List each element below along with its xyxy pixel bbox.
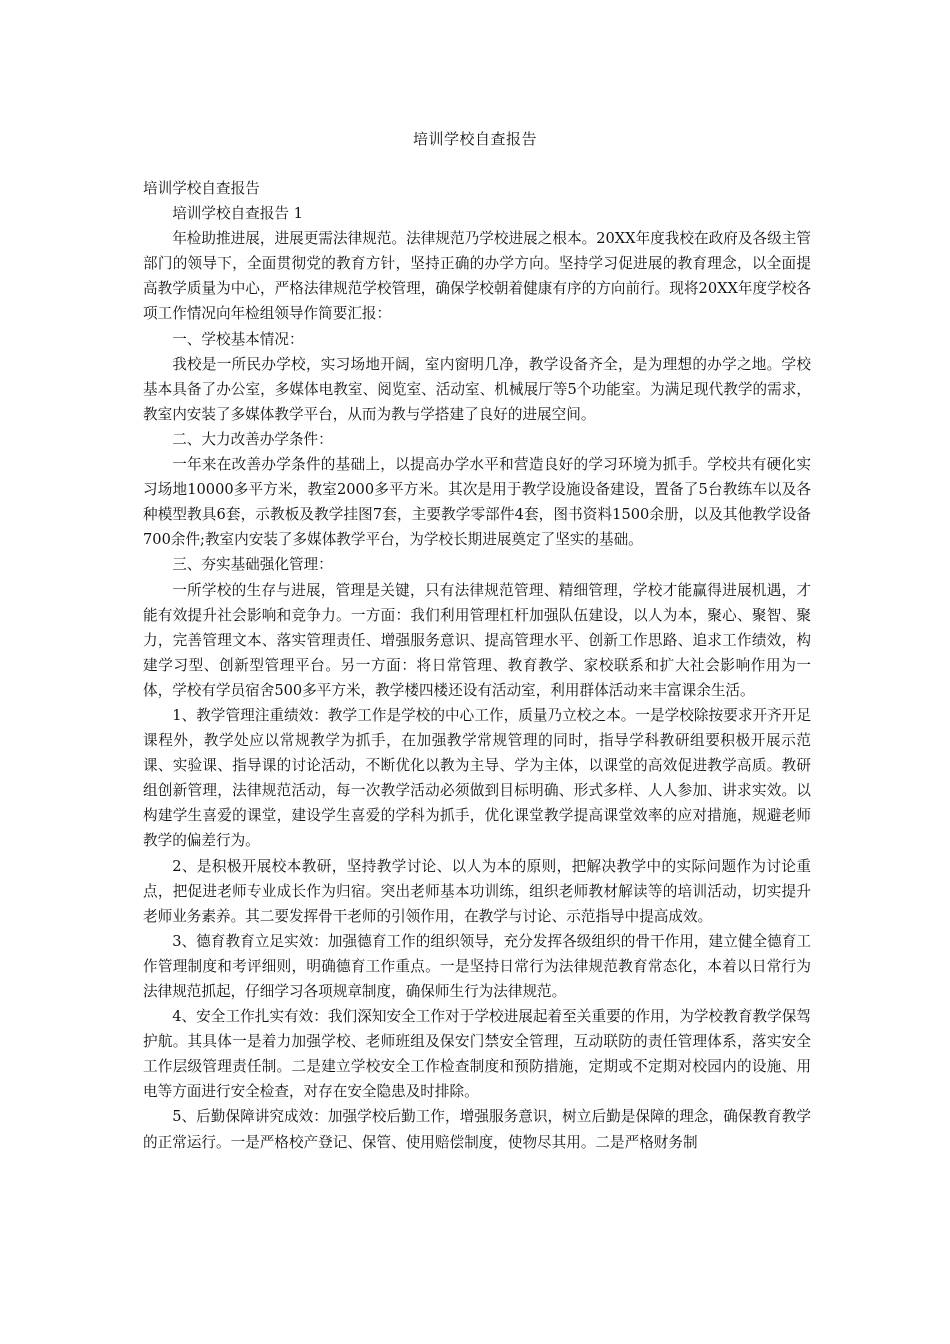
paragraph-item-5: 5、后勤保障讲究成效：加强学校后勤工作，增强服务意识，树立后勤是保障的理念，确保教育教学的正常运行。一是严格校产登记、保管、使用赔偿制度，使物尽其用。二是严格财务制	[143, 1108, 811, 1151]
section-heading-3: 三、夯实基础强化管理：	[172, 556, 333, 574]
document-subheading: 培训学校自查报告 1	[172, 205, 303, 223]
paragraph-item-2: 2、是积极开展校本教研，坚持教学讨论、以人为本的原则，把解决教学中的实际问题作为讨论重点，把促进老师专业成长作为归宿。突出老师基本功训练，组织老师教材解读等的培训活动，切实提升老师业务素养。其二要发挥骨干老师的引领作用，在教学与讨论、示范指导中提高成效。	[143, 857, 811, 925]
document-body	[143, 176, 811, 1155]
paragraph-conditions: 一年来在改善办学条件的基础上，以提高办学水平和营造良好的学习环境为抓手。学校共有硬化实习场地10000多平方米，教室2000多平方米。其次是用于教学设施设备建设，置备了5台教练车以及各种模型教具6套，示教板及教学挂图7套，主要教学零部件4套，图书资料1500余册，以及其他教学设备700余件;教室内安装了多媒体教学平台，为学校长期进展奠定了坚实的基础。	[143, 456, 811, 549]
document-heading: 培训学校自查报告	[143, 180, 260, 197]
document-title: 培训学校自查报告	[412, 130, 537, 148]
section-heading-1: 一、学校基本情况：	[172, 330, 304, 348]
section-heading-2: 二、大力改善办学条件：	[172, 430, 333, 448]
paragraph-item-3: 3、德育教育立足实效：加强德育工作的组织领导，充分发挥各级组织的骨干作用，建立健全德育工作管理制度和考评细则，明确德育工作重点。一是坚持日常行为法律规范教育常态化，本着以日常行为法律规范抓起，仔细学习各项规章制度，确保师生行为法律规范。	[143, 932, 811, 1000]
paragraph-basic-info: 我校是一所民办学校，实习场地开阔，室内窗明几净，教学设备齐全，是为理想的办学之地。学校基本具备了办公室，多媒体电教室、阅览室、活动室、机械展厅等5个功能室。为满足现代教学的需求，教室内安装了多媒体教学平台，从而为教与学搭建了良好的进展空间。	[143, 355, 811, 423]
paragraph-item-4: 4、安全工作扎实有效：我们深知安全工作对于学校进展起着至关重要的作用，为学校教育教学保驾护航。其具体一是着力加强学校、老师班组及保安门禁安全管理，互动联防的责任管理体系，落实安全工作层级管理责任制。二是建立学校安全工作检查制度和预防措施，定期或不定期对校园内的设施、用电等方面进行安全检查，对存在安全隐患及时排除。	[143, 1008, 811, 1101]
paragraph-intro: 年检助推进展，进展更需法律规范。法律规范乃学校进展之根本。20XX年度我校在政府及各级主管部门的领导下，全面贯彻党的教育方针，坚持正确的办学方向。坚持学习促进展的教育理念，以全面提高教学质量为中心，严格法律规范学校管理，确保学校朝着健康有序的方向前行。现将20XX年度学校各项工作情况向年检组领导作简要汇报：	[143, 230, 811, 323]
paragraph-item-1: 1、教学管理注重绩效：教学工作是学校的中心工作，质量乃立校之本。一是学校除按要求开齐开足课程外，教学处应以常规教学为抓手，在加强教学常规管理的同时，指导学科教研组要积极开展示范课、实验课、指导课的讨论活动，不断优化以教为主导、学为主体，以课堂的高效促进教学高质。教研组创新管理，法律规范活动，每一次教学活动必须做到目标明确、形式多样、人人参加、讲求实效。以构建学生喜爱的课堂，建设学生喜爱的学科为抓手，优化课堂教学提高课堂效率的应对措施，规避老师教学的偏差行为。	[143, 706, 811, 850]
paragraph-management: 一所学校的生存与进展，管理是关键，只有法律规范管理、精细管理，学校才能赢得进展机遇，才能有效提升社会影响和竞争力。一方面：我们利用管理杠杆加强队伍建设，以人为本，聚心、聚智、聚力，完善管理文本、落实管理责任、增强服务意识、提高管理水平、创新工作思路、追求工作绩效，构建学习型、创新型管理平台。另一方面：将日常管理、教育教学、家校联系和扩大社会影响作用为一体，学校有学员宿舍500多平方米，教学楼四楼还设有活动室，利用群体活动来丰富课余生活。	[143, 581, 811, 699]
